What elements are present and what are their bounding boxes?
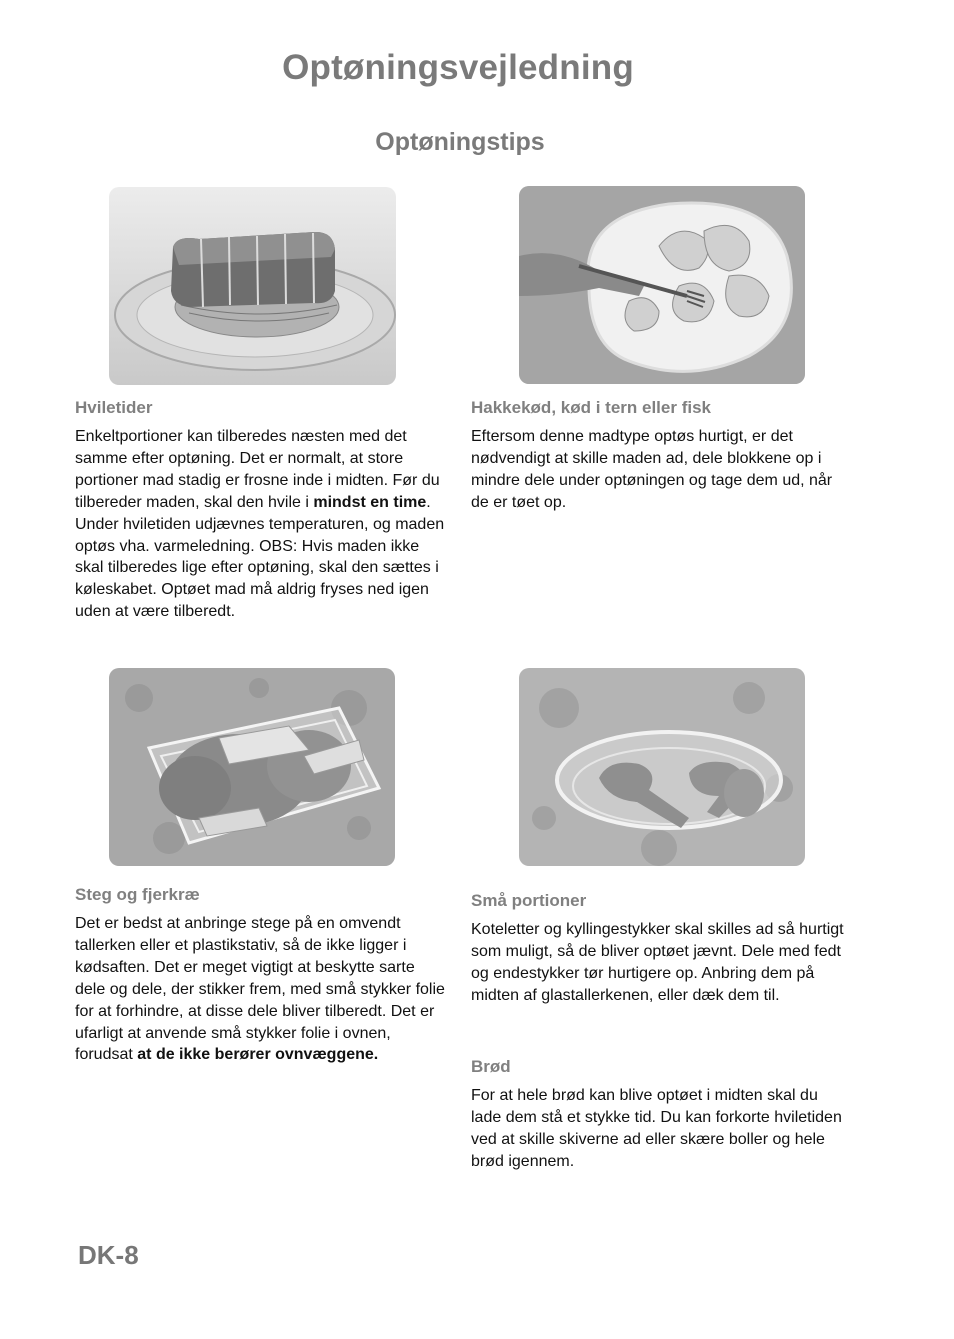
paragraph-bread: For at hele brød kan blive optøet i midten skal du lade dem stå et stykke tid. Du kan forkorte hviletiden ved at skille skiverne ad eller skære boller og hele brød igennem.	[471, 1087, 842, 1170]
paragraph-roast-poultry: Det er bedst at anbringe stege på en omvendt tallerken eller et plastikstativ, så de ikke ligger i kødsaften. Det er meget vigtigt at beskytte sarte dele og dele, der stikker frem, med små stykker folie for at forhindre, at disse dele bliver tilberedt. Det er ufarligt at anvende små stykker folie i ovnen, forudsat at de ikke berører ovnvæggene.	[75, 915, 445, 1064]
section-title: Optøningstips	[375, 128, 545, 156]
poultry-in-dish-photo	[109, 668, 395, 866]
heading-minced-meat: Hakkekød, kød i tern eller fisk	[471, 398, 711, 417]
paragraph-minced-meat: Eftersom denne madtype optøs hurtigt, er det nødvendigt at skille maden ad, dele blokkene op i mindre dele under optøningen og tage dem ud, når de er tøet op.	[471, 428, 833, 511]
meat-cubes-plate-photo	[519, 186, 805, 384]
roast-on-rack-photo	[109, 187, 396, 385]
heading-roast-poultry: Steg og fjerkræ	[75, 885, 200, 904]
heading-small-portions: Små portioner	[471, 891, 587, 910]
paragraph-small-portions: Koteletter og kyllingestykker skal skilles ad så hurtigt som muligt, så de bliver optøet jævnt. Dele med fedt og endestykker tør hurtigere op. Anbring dem på midten af glastallerkenen, eller dæk dem til.	[471, 921, 844, 1004]
paragraph-resting-times: Enkeltportioner kan tilberedes næsten med det samme efter optøning. Det er normalt, at store portioner mad stadig er frosne inde i midten. Før du tilbereder maden, skal den hvile i mindst en time. Under hviletiden udjævnes temperaturen, og maden optøs vha. varmeledning. OBS: Hvis maden ikke skal tilberedes lige efter optøning, skal den sættes i køleskabet. Optøet mad må aldrig fryses ned igen uden at være tilberedt.	[75, 428, 445, 621]
heading-resting-times: Hviletider	[75, 398, 153, 417]
page-number: DK-8	[78, 1240, 139, 1270]
chicken-pieces-dish-photo	[519, 668, 805, 866]
heading-bread: Brød	[471, 1057, 511, 1076]
page-title: Optøningsvejledning	[282, 48, 634, 87]
